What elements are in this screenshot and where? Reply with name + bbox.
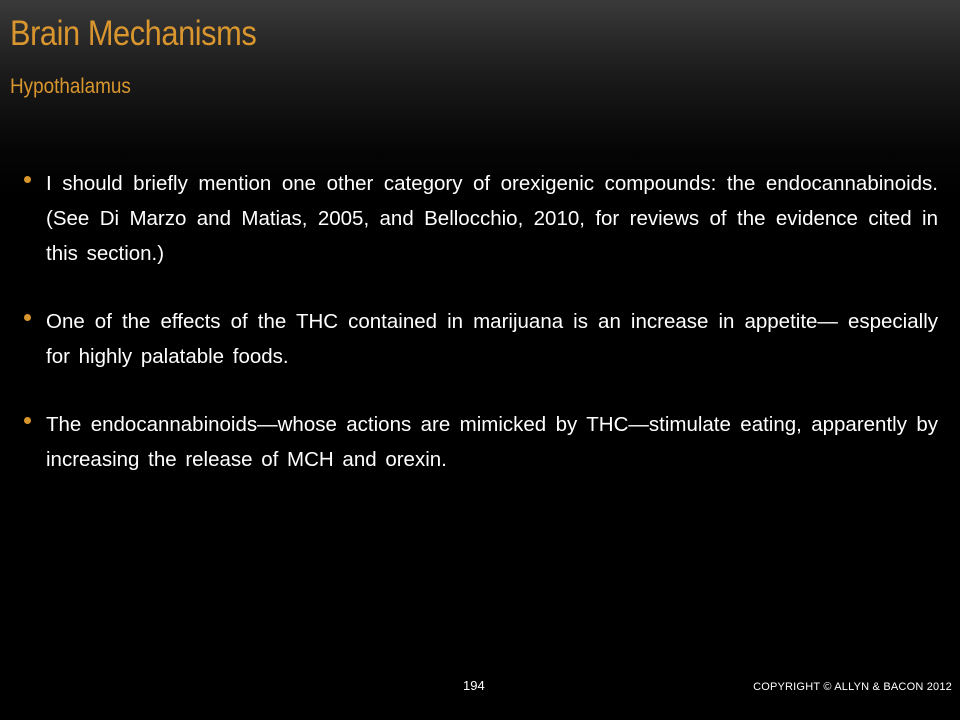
bullet-item — [0, 304, 960, 374]
bullet-item — [0, 407, 960, 477]
bullet-dot-icon — [24, 314, 31, 321]
page-number: 194 — [463, 678, 485, 693]
bullet-text: The endocannabinoids—whose actions are mimicked by THC—stimulate eating, apparently by increasing the release of MCH and orexin. — [46, 413, 938, 471]
slide-subtitle: Hypothalamus — [10, 75, 131, 98]
bullet-dot-icon — [24, 417, 31, 424]
bullet-text: I should briefly mention one other category of orexigenic compounds: the endocannabinoids. (See Di Marzo and Matias, 2005, and Bellocchio, 2010, for reviews of the evidence cited in this section.) — [46, 172, 938, 265]
bullet-dot-icon — [24, 176, 31, 183]
bullet-item — [0, 166, 960, 271]
bullet-text: One of the effects of the THC contained in marijuana is an increase in appetite— especially for highly palatable foods. — [46, 310, 938, 368]
bullet-list — [0, 166, 960, 510]
copyright-notice: COPYRIGHT © ALLYN & BACON 2012 — [753, 681, 952, 693]
slide-title: Brain Mechanisms — [10, 14, 257, 53]
